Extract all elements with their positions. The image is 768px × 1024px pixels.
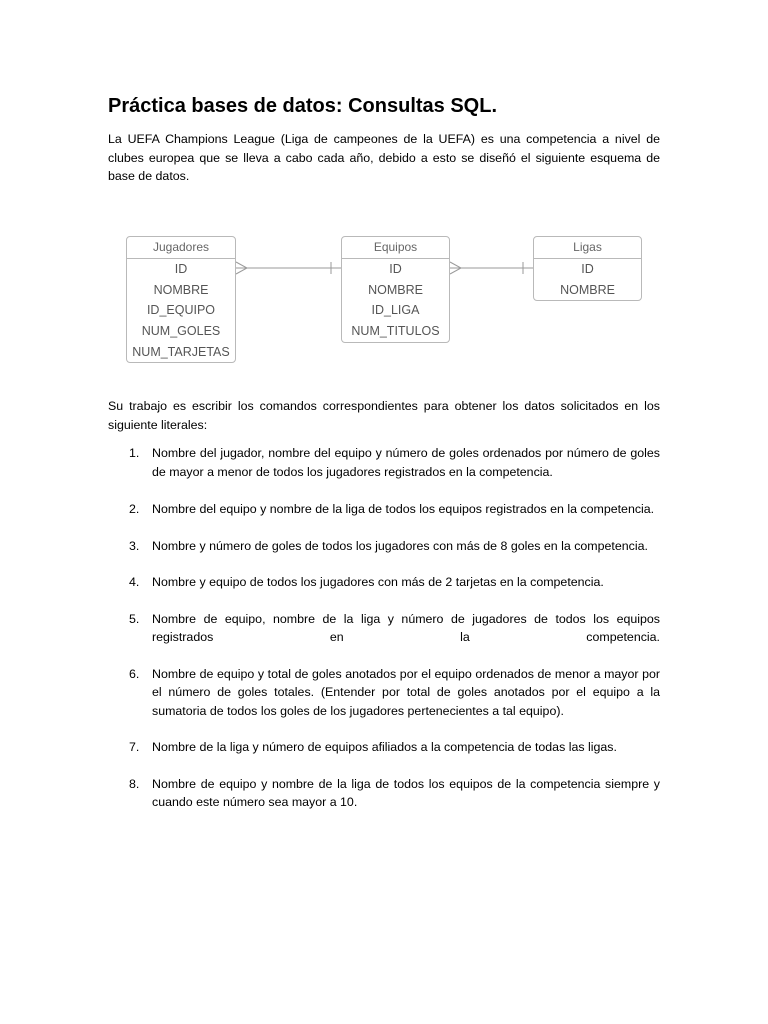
field-equipos-nombre: NOMBRE (368, 282, 423, 297)
intro-paragraph: La UEFA Champions League (Liga de campeones de la UEFA) es una competencia a nivel de clubes europea que se lleva a cabo cada año, debido a esto se diseñó el siguiente esquema de base de datos. (108, 132, 660, 183)
question-number: 6. (129, 666, 140, 681)
field-ligas-id: ID (581, 262, 594, 276)
question-text: Nombre de equipo y total de goles anotados por el equipo ordenados de menor a mayor por el número de goles totales. (Entender por total de goles anotados por el equipo a la sumatoria de todos los goles de los jugadores pertenecientes a tal equipo). (152, 666, 660, 718)
entity-jugadores (126, 236, 236, 363)
document-title: Práctica bases de datos: Consultas SQL. (108, 95, 498, 117)
questions-list (108, 444, 660, 812)
field-ligas-nombre: NOMBRE (560, 282, 615, 297)
entity-equipos-name: Equipos (342, 237, 449, 259)
question-number: 7. (129, 740, 140, 754)
question-text: Nombre del equipo y nombre de la liga de todos los equipos registrados en la competencia. (152, 502, 655, 516)
question-text: Nombre y número de goles de todos los jugadores con más de 8 goles en la competencia. (152, 538, 648, 553)
question-5 (108, 610, 660, 647)
field-jugadores-id-equipo: ID_EQUIPO (146, 303, 216, 318)
field-equipos-id-liga: ID_LIGA (371, 303, 420, 318)
question-4 (108, 573, 660, 592)
question-2 (108, 500, 660, 519)
question-text: Nombre de equipo y nombre de la liga de todos los equipos de la competencia siempre y cuando este número sea mayor a 10. (152, 776, 660, 809)
question-text: Nombre del jugador, nombre del equipo y número de goles ordenados por número de goles de mayor a menor de todos los jugadores registrados en la competencia. (152, 446, 660, 479)
crow-foot-equipos (450, 262, 461, 274)
question-number: 4. (129, 575, 140, 589)
question-number: 2. (129, 502, 140, 516)
question-text: Nombre de equipo, nombre de la liga y número de jugadores de todos los equipos registrados en la competencia. (152, 611, 660, 644)
field-jugadores-num-tarjetas: NUM_TARJETAS (132, 344, 230, 359)
question-number: 5. (129, 611, 140, 626)
question-7 (108, 738, 660, 757)
field-jugadores-num-goles: NUM_GOLES (141, 324, 221, 339)
question-number: 8. (129, 776, 140, 791)
field-jugadores-nombre: NOMBRE (153, 282, 209, 297)
question-number: 3. (129, 538, 140, 553)
task-paragraph: Su trabajo es escribir los comandos correspondientes para obtener los datos solicitados en los siguiente literales: (108, 399, 660, 432)
crow-foot-jugadores (236, 262, 247, 274)
field-equipos-num-titulos: NUM_TITULOS (351, 324, 440, 339)
entity-equipos (341, 236, 450, 343)
question-text: Nombre y equipo de todos los jugadores con más de 2 tarjetas en la competencia. (152, 575, 604, 589)
question-3 (108, 537, 660, 556)
question-number: 1. (129, 446, 140, 460)
question-8 (108, 775, 660, 812)
entity-jugadores-name: Jugadores (127, 237, 235, 259)
field-equipos-id: ID (389, 262, 402, 276)
question-6 (108, 665, 660, 721)
question-1 (108, 444, 660, 481)
field-jugadores-id: ID (174, 262, 188, 276)
entity-ligas-name: Ligas (534, 237, 641, 259)
question-text: Nombre de la liga y número de equipos afiliados a la competencia de todas las ligas. (152, 740, 617, 754)
entity-ligas (533, 236, 642, 301)
